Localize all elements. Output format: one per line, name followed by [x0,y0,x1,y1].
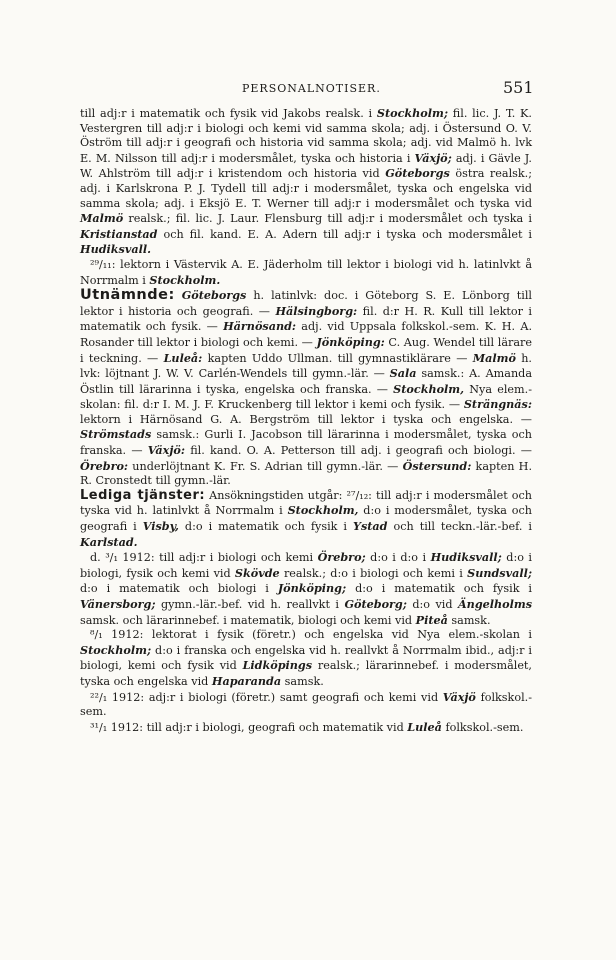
place-name: Östersund: [402,458,472,473]
place-name: Hudiksvall; [430,550,502,565]
body-text [80,106,532,735]
place-name: Karlstad. [80,534,138,549]
place-name: Sala [389,366,417,381]
text-run: samsk.: Gurli I. Jacobson till lärarinna i modersmålet, tyska och franska. — [80,428,532,458]
place-name: Göteborg; [344,597,407,611]
intro-paragraph [80,106,532,258]
place-name: Luleå [407,719,442,734]
text-run: fil. d:r H. R. Kull till lektor i matematik och fysik. — [80,304,532,334]
place-name: Malmö [80,211,124,226]
text-run: fil. kand. O. A. Petterson till adj. i geografi och biologi. — [184,444,532,458]
text-run: folkskol.-sem. [80,690,532,719]
utnamnde-section [80,288,532,489]
lediga-paragraph-3 [80,628,532,689]
lediga-paragraph-5 [80,720,532,736]
place-name: Ystad [352,519,388,534]
section-heading-lediga: Lediga tjänster: [80,487,206,503]
text-run: gymn.-lär.-bef. vid h. reallvkt i [155,598,345,611]
text-run: ³¹/₁ 1912: till adj:r i biologi, geografi och matematik vid [90,720,408,734]
text-run: underlöjtnant K. Fr. S. Adrian till gymn.-lär. — [128,459,403,473]
place-name: Strömstads [80,427,152,442]
text-run: Nya elem.-skolan: fil. d:r I. M. J. F. Kruckenberg till lektor i kemi och fysik. — [80,382,532,412]
place-name: Växjö; [414,150,452,165]
place-name: Hälsingborg: [275,303,358,318]
text-run: d:o i matematik och biologi i [80,582,278,596]
text-run: till adj:r i matematik och fysik vid Jakobs realsk. i [80,107,377,120]
text-run: d:o vid [406,598,458,611]
place-name: Växjö [442,689,476,704]
lediga-paragraph-4 [80,690,532,720]
text-run: realsk.; fil. lic. J. Laur. Flensburg till adj:r i modersmålet och tyska i [123,212,532,226]
place-name: Vänersborg; [80,597,156,611]
text-run: realsk.; d:o i biologi och kemi i [279,566,468,580]
text-run: samsk. [281,674,324,688]
place-name: Växjö: [147,443,185,458]
place-name: Stockholm; [80,642,152,657]
text-run: d:o i d:o i [365,551,431,565]
section-heading-utnamnde: Utnämnde: [80,287,175,304]
text-run: ²⁹/₁₁: lektorn i Västervik A. E. Jäderholm till lektor i biologi vid h. latinlvkt å Norrmalm i [80,257,532,287]
place-name: Härnösand: [223,319,297,334]
lediga-section [80,489,532,550]
intro-paragraph-2 [80,258,532,288]
place-name: Örebro: [80,458,129,473]
text-run: d:o i franska och engelska vid h. reallvkt å Norrmalm ibid., adj:r i biologi, kemi och fysik vid [80,643,532,673]
text-run: d:o i biologi, fysik och kemi vid [80,551,533,580]
text-run: kapten H. R. Cronstedt till gymn.-lär. [80,459,532,488]
text-run: samsk. [447,613,491,627]
place-name: Ängelholms [458,597,532,611]
place-name: Göteborgs [385,166,450,181]
place-name: Jönköping; [277,581,347,596]
place-name: Lidköpings [242,658,313,673]
text-run: realsk.; lärarinnebef. i modersmålet, tyska och engelska vid [80,659,532,688]
running-head-title: PERSONALNOTISER. [242,82,381,95]
place-name: Stockholm, [393,381,465,396]
text-run: d:o i matematik och fysik i [346,582,533,596]
running-head [0,78,616,102]
place-name: Strängnäs: [463,397,532,412]
text-run: fil. lic. J. T. K. Vestergren till adj:r i biologi och kemi vid samma skola; adj. i Östersund O. V. Öström till adj:r i geografi och historia vid samma skola; adj. vid Malmö h. lvk E. M. Nilsson till adj:r i modersmålet, tyska och historia i [80,107,532,165]
text-run: och fil. kand. E. A. Adern till adj:r i tyska och modersmålet i [157,227,532,241]
place-name: Hudiksvall. [80,242,151,257]
text-run: samsk. och lärarinnebef. i matematik, biologi och kemi vid [80,613,416,627]
place-name: Stockholm. [149,272,221,287]
place-name: Haparanda [211,673,282,688]
place-name: Piteå [415,612,448,627]
place-name: Örebro; [317,550,366,565]
text-run: adj. vid Uppsala folkskol.-sem. K. H. A. Rosander till lektor i biologi och kemi. — [80,320,533,349]
place-name: Stockholm; [376,106,448,120]
text-run: d:o i matematik och fysik i [178,520,353,534]
text-run: kapten Uddo Ullman. till gymnastiklärare — [202,351,473,365]
lediga-paragraph-2 [80,550,532,628]
text-run: h. latinlvk: doc. i Göteborg S. E. Lönborg till lektor i historia och geografi. — [80,289,532,318]
text-run: lektorn i Härnösand G. A. Bergström till lektor i tyska och engelska. — [80,412,532,426]
place-name: Visby, [142,519,179,534]
text-run: östra realsk.; adj. i Karlskrona P. J. Tydell till adj:r i modersmålet, tyska och engelska vid samma skola; adj. i Eksjö E. T. Werner till adj:r i modersmålet och tyska vid [80,167,532,210]
text-run: folkskol.-sem. [441,720,524,734]
text-run: d:o i modersmålet, tyska och geografi i [80,504,533,534]
text-run: samsk.: A. Amanda Östlin till lärarinna i tyska, engelska och franska. — [80,367,532,396]
text-run: ²²/₁ 1912: adj:r i biologi (företr.) samt geografi och kemi vid [90,690,443,704]
place-name: Luleå: [163,350,203,365]
text-run: ⁸/₁ 1912: lektorat i fysik (företr.) och engelska vid Nya elem.-skolan i [90,628,532,642]
text-run: Ansökningstiden utgår: ²⁷/₁₂: till adj:r i modersmålet och tyska vid h. latinlvkt å Norrmalm i [80,488,532,518]
text-run: d. ³/₁ 1912: till adj:r i biologi och kemi [90,551,318,565]
place-name: Jönköping: [316,334,385,349]
place-name: Skövde [234,565,280,580]
place-name: Sundsvall; [467,565,532,580]
text-run: C. Aug. Wendel till lärare i teckning. — [80,335,532,365]
text-run: och till teckn.-lär.-bef. i [387,520,532,534]
place-name: Malmö [472,350,516,365]
place-name: Kristianstad [80,226,158,241]
page-number: 551 [503,78,534,97]
place-name: Stockholm, [287,503,359,518]
place-name: Göteborgs [181,288,247,303]
text-run: h. lvk: löjtnant J. W. V. Carlén-Wendels till gymn.-lär. — [80,351,532,381]
text-run: adj. i Gävle J. W. Ahlström till adj:r i kristendom och historia vid [80,151,532,181]
